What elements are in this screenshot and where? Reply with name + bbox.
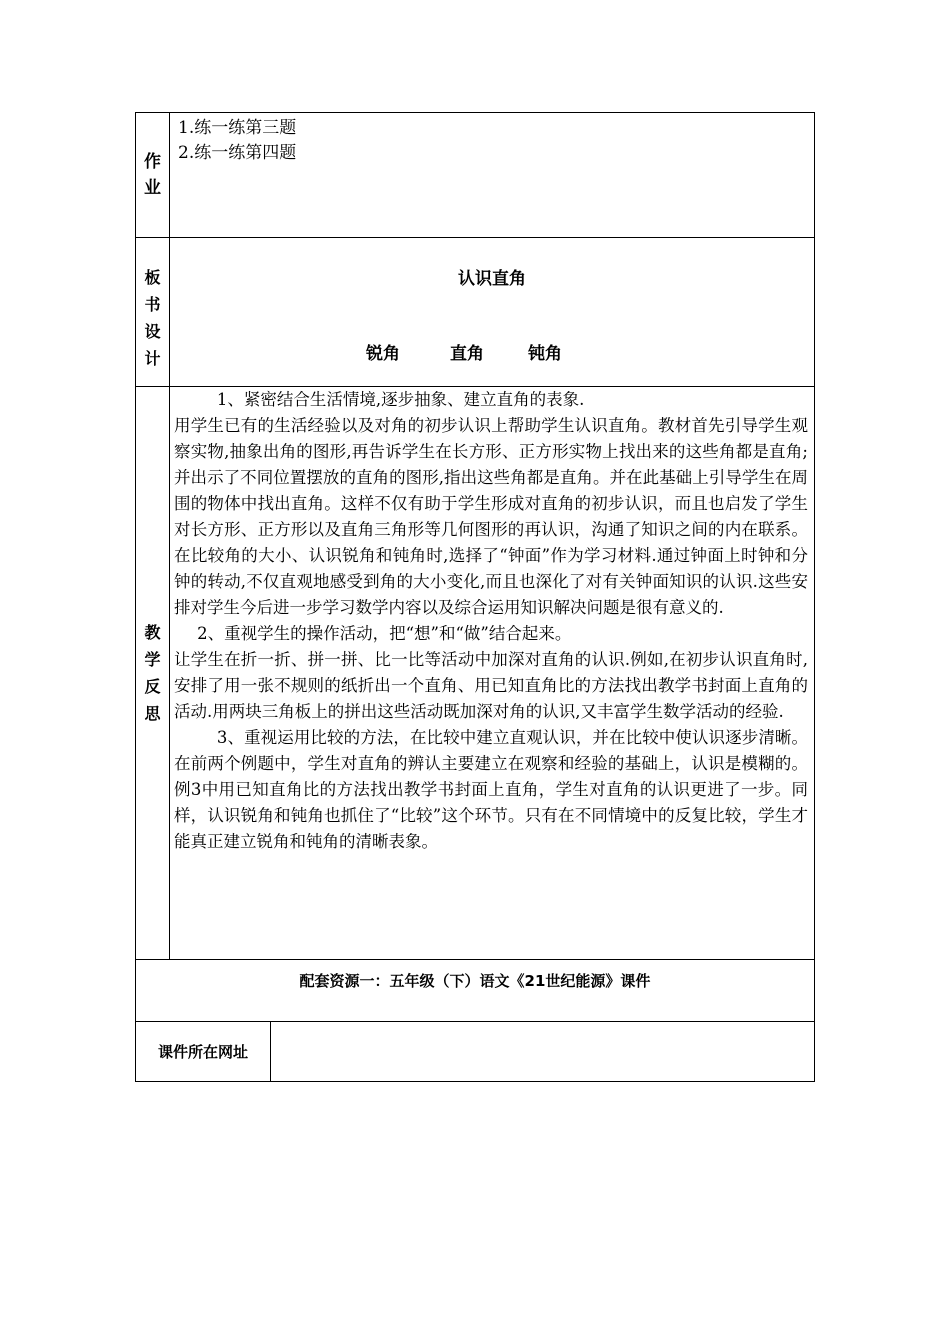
url-label: 课件所在网址 [136, 1022, 271, 1081]
homework-row [136, 113, 814, 238]
board-title: 认识直角 [458, 269, 526, 289]
board-design-label-char: 板 [144, 268, 161, 287]
reflection-row [136, 387, 814, 960]
obtuse-angle-label: 钝角 [528, 344, 562, 364]
board-design-label [136, 238, 170, 386]
homework-item: 2.练一练第四题 [178, 143, 297, 163]
board-design-row [136, 238, 814, 387]
reflection-label-char: 学 [144, 650, 161, 669]
reflection-label-char: 教 [144, 623, 161, 642]
homework-label-char: 业 [144, 178, 161, 198]
reflection-content [170, 387, 814, 959]
reflection-paragraph-1: 用学生已有的生活经验以及对角的初步认识上帮助学生认识直角。教材首先引导学生观察实物,抽象出角的图形,再告诉学生在长方形、正方形实物上找出来的这些角都是直角;并出示了不同位置摆放的直角的图形,指出这些角都是直角。并在此基础上引导学生在周围的物体中找出直角。这样不仅有助于学生形成对直角的初步认识，而且也启发了学生对长方形、正方形以及直角三角形等几何图形的再认识，沟通了知识之间的内在联系。在比较角的大小、认识锐角和钝角时,选择了“钟面”作为学习材料.通过钟面上时钟和分钟的转动,不仅直观地感受到角的大小变化,而且也深化了对有关钟面知识的认识.这些安排对学生今后进一步学习数学内容以及综合运用知识解决问题是很有意义的. [174, 416, 808, 617]
reflection-heading-1: 1、紧密结合生活情境,逐步抽象、建立直角的表象. [216, 390, 585, 409]
homework-label [136, 113, 170, 237]
resource-row [136, 960, 814, 1022]
acute-angle-label: 锐角 [366, 344, 400, 364]
reflection-paragraph-2: 让学生在折一折、拼一拼、比一比等活动中加深对直角的认识.例如,在初步认识直角时,安排了用一张不规则的纸折出一个直角、用已知直角比的方法找出教学书封面上直角的活动.用两块三角板上的拼出这些活动既加深对角的认识,又丰富学生数学活动的经验. [174, 650, 808, 721]
homework-item: 1.练一练第三题 [178, 118, 297, 138]
resource-title: 配套资源一：五年级（下）语文《21世纪能源》课件 [299, 972, 651, 990]
url-row [136, 1022, 814, 1081]
board-design-label-char: 设 [144, 322, 161, 341]
homework-content [170, 113, 814, 237]
reflection-paragraph-3: 3、重视运用比较的方法，在比较中建立直观认识，并在比较中使认识逐步清晰。在前两个例题中，学生对直角的辨认主要建立在观察和经验的基础上，认识是模糊的。例3中用已知直角比的方法找出教学书封面上直角，学生对直角的认识更进了一步。同样，认识锐角和钝角也抓住了“比较”这个环节。只有在不同情境中的反复比较，学生才能真正建立锐角和钝角的清晰表象。 [174, 728, 808, 851]
right-angle-label: 直角 [450, 344, 484, 364]
reflection-label-char: 反 [144, 677, 161, 696]
reflection-label-char: 思 [144, 704, 161, 723]
board-design-label-char: 书 [144, 295, 161, 314]
board-design-content [170, 238, 814, 386]
reflection-label [136, 387, 170, 959]
reflection-heading-2: 2、重视学生的操作活动，把“想”和“做”结合起来。 [197, 624, 572, 643]
lesson-table [135, 112, 815, 1082]
homework-label-char: 作 [144, 152, 161, 172]
url-value [271, 1022, 814, 1081]
board-design-label-char: 计 [144, 349, 161, 368]
